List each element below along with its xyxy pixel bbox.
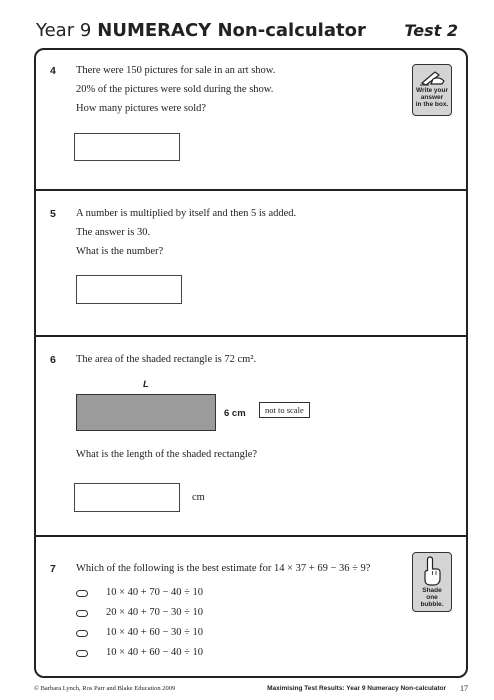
answer-bubble[interactable] — [76, 650, 88, 657]
option-a[interactable] — [76, 587, 296, 601]
height-label: 6 cm — [224, 408, 246, 419]
page-title — [36, 20, 366, 41]
pointing-hand-icon — [420, 555, 444, 587]
badge-text: Shade — [422, 587, 442, 594]
answer-box[interactable] — [74, 133, 180, 161]
write-answer-badge — [412, 64, 452, 116]
question-text-line: The area of the shaded rectangle is 72 cm². — [76, 354, 257, 365]
shade-bubble-badge — [412, 552, 452, 612]
question-text-line: A number is multiplied by itself and then 5 is added. — [76, 208, 297, 219]
question-4 — [36, 50, 466, 191]
question-text-line: The answer is 30. — [76, 227, 151, 238]
option-b[interactable] — [76, 607, 296, 621]
unit-label: cm — [192, 492, 205, 503]
shaded-rectangle — [76, 394, 216, 431]
badge-text: answer — [420, 94, 444, 101]
question-number: 5 — [50, 208, 56, 220]
length-label: L — [143, 379, 149, 390]
badge-text: bubble. — [420, 601, 444, 608]
question-text-line: Which of the following is the best estimate for 14 × 37 + 69 − 36 ÷ 9? — [76, 563, 371, 574]
question-number: 6 — [50, 354, 56, 366]
pencil-hand-icon — [417, 67, 447, 87]
option-text: 10 × 40 + 60 − 30 ÷ 10 — [106, 627, 204, 638]
question-text-line: How many pictures were sold? — [76, 103, 207, 114]
page-number: 17 — [460, 684, 468, 693]
question-number: 4 — [50, 65, 56, 77]
question-text-line: What is the length of the shaded rectangle? — [76, 449, 258, 460]
page-header — [36, 20, 458, 46]
question-7 — [36, 537, 466, 678]
question-text-line: What is the number? — [76, 246, 164, 257]
question-number: 7 — [50, 563, 56, 575]
option-text: 20 × 40 + 70 − 30 ÷ 10 — [106, 607, 204, 618]
question-6 — [36, 337, 466, 537]
test-label: Test 2 — [404, 21, 458, 40]
answer-bubble[interactable] — [76, 630, 88, 637]
question-frame — [34, 48, 468, 678]
badge-text: in the box. — [415, 101, 449, 108]
option-d[interactable] — [76, 647, 296, 661]
question-text-line: 20% of the pictures were sold during the show. — [76, 84, 274, 95]
question-5 — [36, 191, 466, 337]
not-to-scale-note: not to scale — [259, 402, 310, 418]
badge-text: Write your — [415, 87, 449, 94]
answer-bubble[interactable] — [76, 610, 88, 617]
option-text: 10 × 40 + 60 − 40 ÷ 10 — [106, 647, 204, 658]
option-c[interactable] — [76, 627, 296, 641]
page-footer — [34, 684, 468, 694]
subject-title: NUMERACY Non-calculator — [97, 20, 366, 41]
copyright-text: © Barbara Lynch, Ros Parr and Blake Education 2009 — [34, 685, 176, 692]
year-label: Year 9 — [36, 20, 92, 41]
question-text-line: There were 150 pictures for sale in an art show. — [76, 65, 276, 76]
option-text: 10 × 40 + 70 − 40 ÷ 10 — [106, 587, 204, 598]
answer-box[interactable] — [74, 483, 180, 512]
badge-text: one — [426, 594, 438, 601]
answer-bubble[interactable] — [76, 590, 88, 597]
publication-title: Maximising Test Results: Year 9 Numeracy Non-calculator — [267, 685, 446, 692]
answer-box[interactable] — [76, 275, 182, 304]
